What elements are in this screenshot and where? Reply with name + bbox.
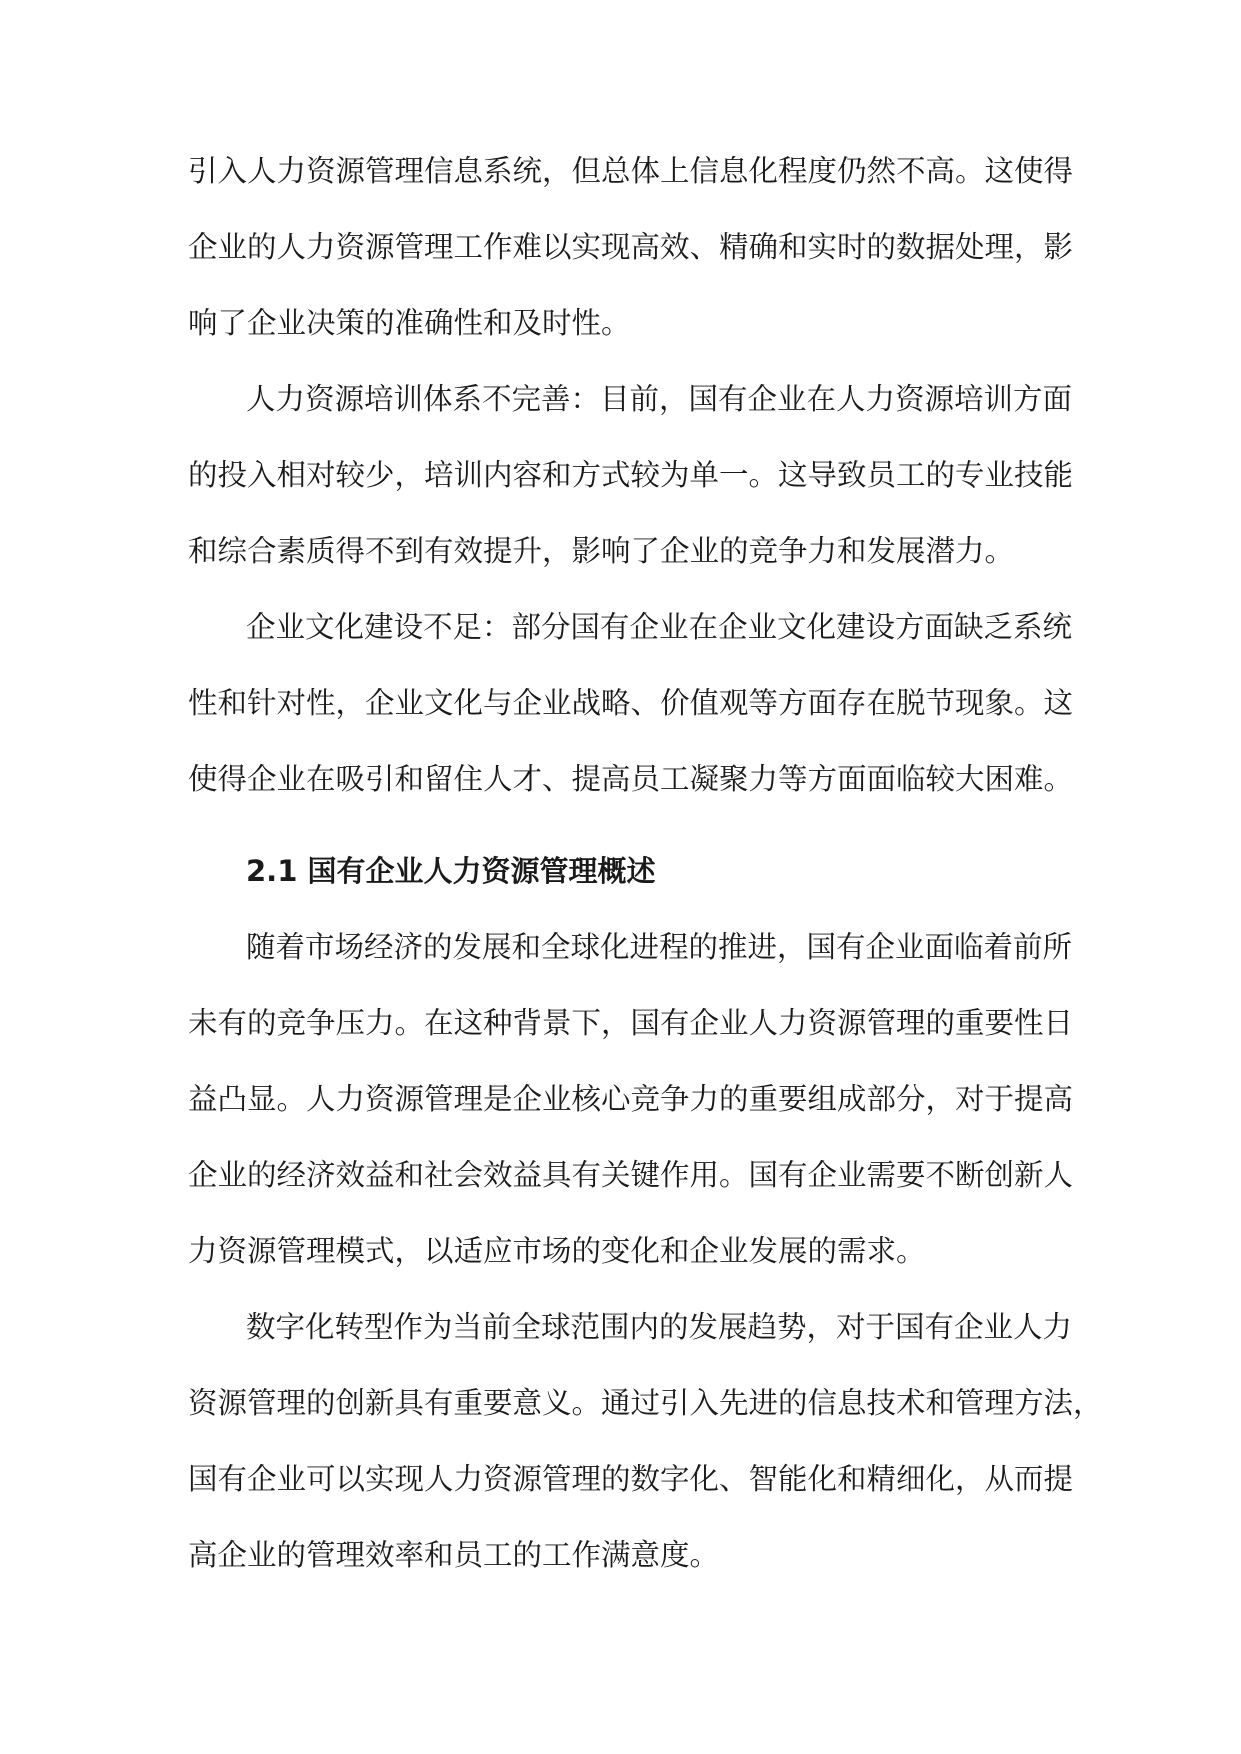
paragraph-line: 益凸显。人力资源管理是企业核心竞争力的重要组成部分，对于提高 xyxy=(188,1082,1074,1116)
paragraph-line: 资源管理的创新具有重要意义。通过引入先进的信息技术和管理方法， xyxy=(188,1386,1103,1420)
paragraph-line: 随着市场经济的发展和全球化进程的推进，国有企业面临着前所 xyxy=(246,930,1073,964)
paragraph-line: 引入人力资源管理信息系统，但总体上信息化程度仍然不高。这使得 xyxy=(188,154,1074,188)
paragraph-hr-info-system xyxy=(188,133,1074,361)
paragraph-line: 力资源管理模式，以适应市场的变化和企业发展的需求。 xyxy=(188,1234,926,1268)
paragraph-line: 未有的竞争压力。在这种背景下，国有企业人力资源管理的重要性日 xyxy=(188,1006,1074,1040)
paragraph-line: 高企业的管理效率和员工的工作满意度。 xyxy=(188,1538,720,1572)
paragraph-line: 企业的经济效益和社会效益具有关键作用。国有企业需要不断创新人 xyxy=(188,1158,1074,1192)
paragraph-line: 数字化转型作为当前全球范围内的发展趋势，对于国有企业人力 xyxy=(246,1310,1073,1344)
paragraph-line: 使得企业在吸引和留住人才、提高员工凝聚力等方面面临较大困难。 xyxy=(188,762,1074,796)
paragraph-line: 的投入相对较少，培训内容和方式较为单一。这导致员工的专业技能 xyxy=(188,458,1074,492)
paragraph-line: 企业的人力资源管理工作难以实现高效、精确和实时的数据处理，影 xyxy=(188,230,1074,264)
paragraph-line: 性和针对性，企业文化与企业战略、价值观等方面存在脱节现象。这 xyxy=(188,686,1074,720)
section-heading: 2.1 国有企业人力资源管理概述 xyxy=(246,854,656,888)
paragraph-line: 响了企业决策的准确性和及时性。 xyxy=(188,306,631,340)
paragraph-line: 企业文化建设不足：部分国有企业在企业文化建设方面缺乏系统 xyxy=(246,610,1073,644)
paragraph-digital-transformation xyxy=(188,1289,1103,1593)
paragraph-line: 人力资源培训体系不完善：目前，国有企业在人力资源培训方面 xyxy=(246,382,1073,416)
paragraph-market-background xyxy=(188,909,1074,1289)
paragraph-training-system xyxy=(188,361,1074,589)
paragraph-corporate-culture xyxy=(188,589,1074,817)
document-page xyxy=(188,133,1103,1593)
paragraph-line: 国有企业可以实现人力资源管理的数字化、智能化和精细化，从而提 xyxy=(188,1462,1074,1496)
paragraph-line: 和综合素质得不到有效提升，影响了企业的竞争力和发展潜力。 xyxy=(188,534,1015,568)
